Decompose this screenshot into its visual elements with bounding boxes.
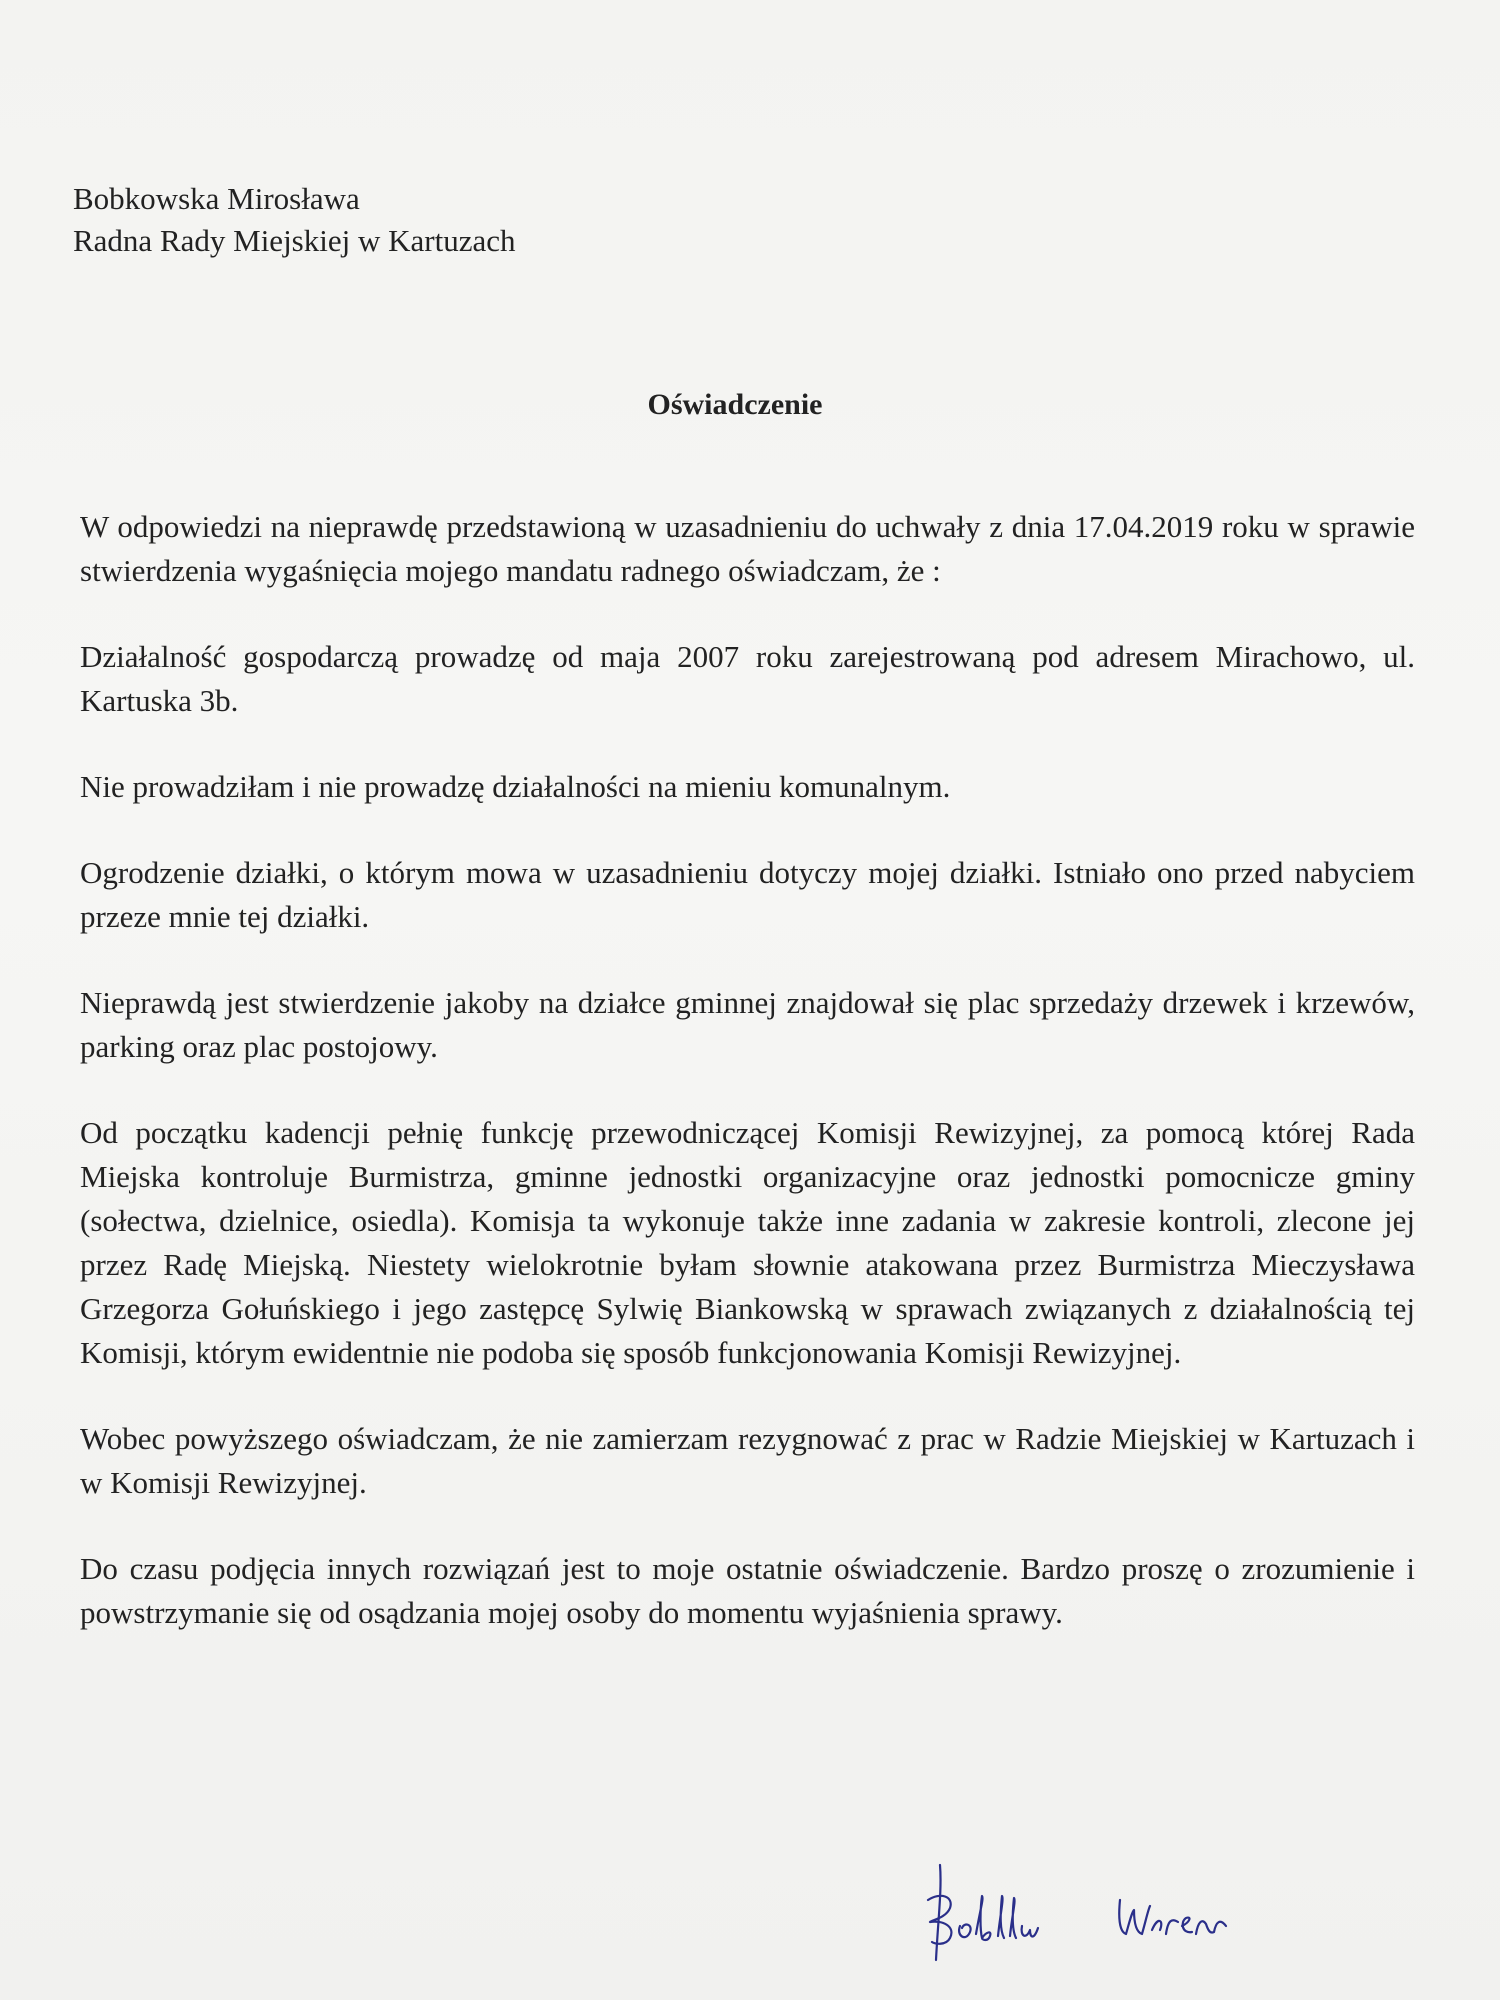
- sender-role: Radna Rady Miejskiej w Kartuzach: [73, 223, 516, 258]
- paragraph: Do czasu podjęcia innych rozwiązań jest to moje ostatnie oświadczenie. Bardzo proszę o zrozumienie i powstrzymanie się od osądzania mojej osoby do momentu wyjaśnienia sprawy.: [80, 1551, 1415, 1630]
- handwritten-signature-icon: [920, 1860, 1340, 1970]
- paragraph: Wobec powyższego oświadczam, że nie zamierzam rezygnować z prac w Radzie Miejskiej w Kartuzach i w Komisji Rewizyjnej.: [80, 1421, 1415, 1500]
- document-body: [80, 505, 1415, 1677]
- document-title: Oświadczenie: [647, 388, 823, 421]
- paragraph: Od początku kadencji pełnię funkcję przewodniczącej Komisji Rewizyjnej, za pomocą której Rada Miejska kontroluje Burmistrza, gminne jednostki organizacyjne oraz jednostki pomocnicze gminy (sołectwa, dzielnice, osiedla). Komisja ta wykonuje także inne zadania w zakresie kontroli, zlecone jej przez Radę Miejską. Niestety wielokrotnie byłam słownie atakowana przez Burmistrza Mieczysława Grzegorza Gołuńskiego i jego zastępcę Sylwię Biankowską w sprawach związanych z działalnością tej Komisji, którym ewidentnie nie podoba się sposób funkcjonowania Komisji Rewizyjnej.: [80, 1115, 1415, 1370]
- paragraph: Działalność gospodarczą prowadzę od maja 2007 roku zarejestrowaną pod adresem Mirachowo, ul. Kartuska 3b.: [80, 639, 1415, 718]
- paragraph: Nieprawdą jest stwierdzenie jakoby na działce gminnej znajdował się plac sprzedaży drzewek i krzewów, parking oraz plac postojowy.: [80, 985, 1415, 1064]
- sender-block: [73, 178, 515, 262]
- paragraph: Ogrodzenie działki, o którym mowa w uzasadnieniu dotyczy mojej działki. Istniało ono przed nabyciem przeze mnie tej działki.: [80, 855, 1415, 934]
- sender-name: Bobkowska Mirosława: [73, 181, 360, 216]
- signature-strokes: [928, 1865, 1226, 1960]
- paragraph: Nie prowadziłam i nie prowadzę działalności na mieniu komunalnym.: [80, 769, 951, 804]
- paragraph: W odpowiedzi na nieprawdę przedstawioną w uzasadnieniu do uchwały z dnia 17.04.2019 roku w sprawie stwierdzenia wygaśnięcia mojego mandatu radnego oświadczam, że :: [80, 509, 1415, 588]
